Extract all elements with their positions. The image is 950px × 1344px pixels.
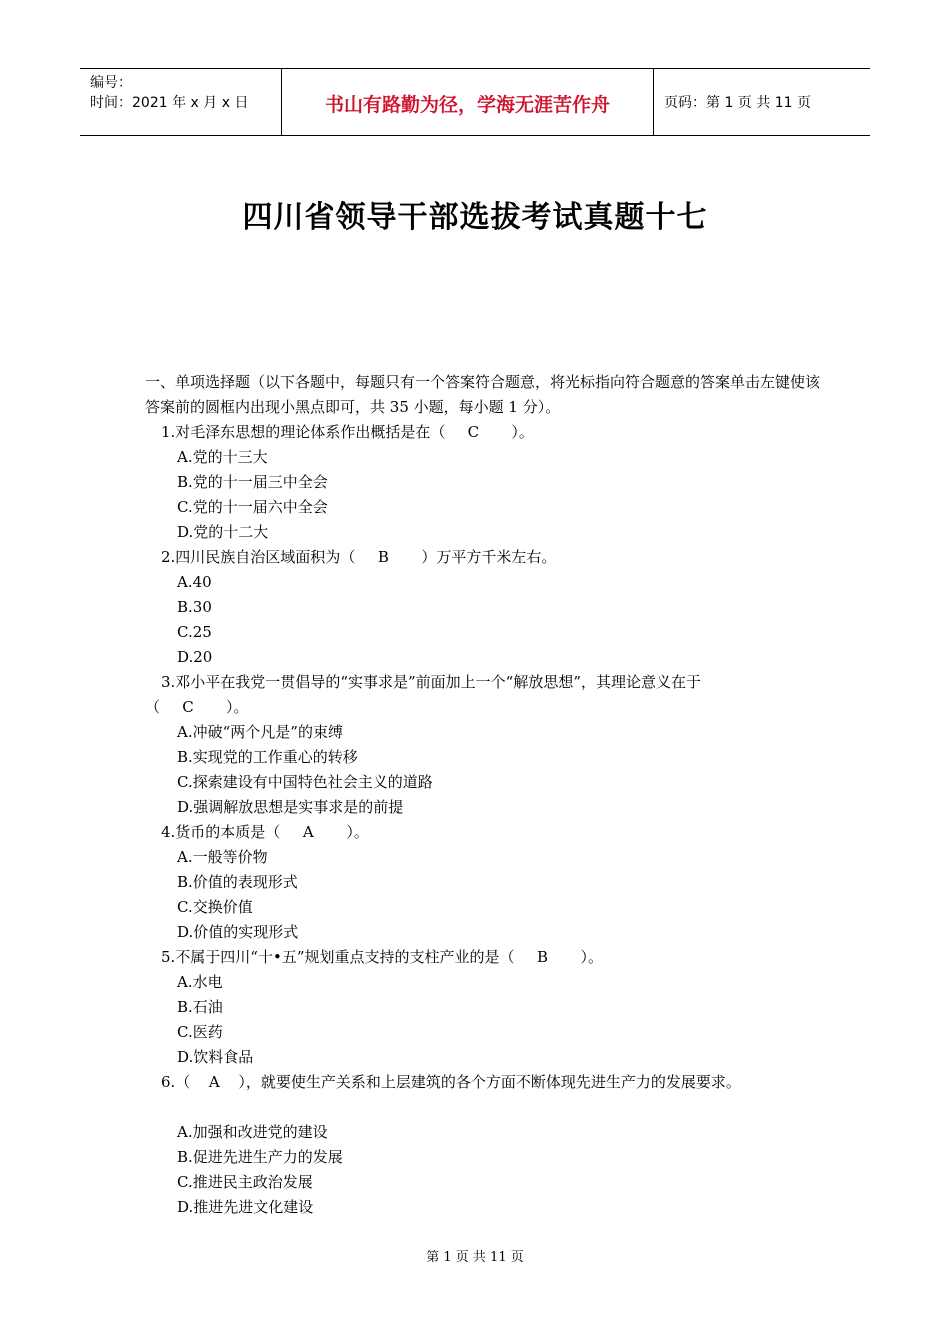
option-item: B.实现党的工作重心的转移 xyxy=(177,748,358,766)
option-item: A.加强和改进党的建设 xyxy=(177,1123,328,1141)
option-item: C.探索建设有中国特色社会主义的道路 xyxy=(177,773,433,791)
option-item: D.价值的实现形式 xyxy=(177,923,299,941)
stem-text: 1.对毛泽东思想的理论体系作出概括是在（ xyxy=(161,423,446,441)
option-item: D.20 xyxy=(177,648,213,666)
option-item: A.40 xyxy=(177,573,212,591)
option-item: D.推进先进文化建设 xyxy=(177,1198,314,1216)
answer-letter: B xyxy=(536,948,549,966)
option-item: B.石油 xyxy=(177,998,223,1016)
option-item: A.党的十三大 xyxy=(177,448,268,466)
option-item: A.冲破“两个凡是”的束缚 xyxy=(177,723,343,741)
stem-text: （ xyxy=(145,698,161,716)
stem-text: 3.邓小平在我党一贯倡导的“实事求是”前面加上一个“解放思想”，其理论意义在于 xyxy=(161,673,701,691)
stem-text: 6.（ xyxy=(161,1073,191,1091)
stem-text: ）。 xyxy=(511,423,534,441)
option-item: C.医药 xyxy=(177,1023,223,1041)
question-stem xyxy=(145,945,825,970)
option-item: A.一般等价物 xyxy=(177,848,268,866)
option-item: D.党的十二大 xyxy=(177,523,269,541)
answer-letter: A xyxy=(302,823,314,841)
answer-letter: C xyxy=(467,423,480,441)
option-item: C.交换价值 xyxy=(177,898,253,916)
header-motto: 书山有路勤为径，学海无涯苦作舟 xyxy=(282,69,654,135)
document-title: 四川省领导干部选拔考试真题十七 xyxy=(242,200,708,235)
question-stem xyxy=(145,1070,825,1095)
option-item: B.30 xyxy=(177,598,212,616)
time-label: 时间：2021 年 x 月 x 日 xyxy=(90,95,249,111)
question-stem xyxy=(145,420,825,445)
stem-text: ），就要使生产关系和上层建筑的各个方面不断体现先进生产力的发展要求。 xyxy=(238,1073,741,1091)
option-item: B.党的十一届三中全会 xyxy=(177,473,328,491)
header-table xyxy=(80,68,870,136)
question-stem xyxy=(145,820,825,845)
answer-letter: C xyxy=(182,698,194,716)
stem-text: ）。 xyxy=(346,823,369,841)
spacer xyxy=(145,1095,825,1120)
header-page-info: 页码：第 1 页 共 11 页 xyxy=(664,95,811,111)
question-stem xyxy=(145,670,825,695)
option-item: D.饮料食品 xyxy=(177,1048,254,1066)
stem-text: 5.不属于四川“十•五”规划重点支持的支柱产业的是（ xyxy=(161,948,515,966)
answer-letter: A xyxy=(208,1073,220,1091)
question-stem-continued xyxy=(145,695,825,720)
question-stem xyxy=(145,545,825,570)
option-item: A.水电 xyxy=(177,973,223,991)
serial-label: 编号： xyxy=(90,75,132,91)
stem-text: 2.四川民族自治区域面积为（ xyxy=(161,548,356,566)
option-item: C.党的十一届六中全会 xyxy=(177,498,328,516)
stem-text: ）。 xyxy=(226,698,249,716)
section-intro: 一、单项选择题（以下各题中，每题只有一个答案符合题意，将光标指向符合题意的答案单击左键使该答案前的圆框内出现小黑点即可，共 35 小题，每小题 1 分）。 xyxy=(145,373,821,416)
stem-text: 4.货币的本质是（ xyxy=(161,823,281,841)
stem-text: ）。 xyxy=(580,948,604,966)
option-item: B.促进先进生产力的发展 xyxy=(177,1148,343,1166)
option-item: B.价值的表现形式 xyxy=(177,873,298,891)
option-item: C.25 xyxy=(177,623,212,641)
page-footer: 第 1 页 共 11 页 xyxy=(426,1250,524,1265)
answer-letter: B xyxy=(377,548,389,566)
stem-text: ）万平方千米左右。 xyxy=(421,548,557,566)
question-section xyxy=(145,370,825,1220)
option-item: C.推进民主政治发展 xyxy=(177,1173,313,1191)
option-item: D.强调解放思想是实事求是的前提 xyxy=(177,798,404,816)
header-meta-cell xyxy=(80,69,282,135)
